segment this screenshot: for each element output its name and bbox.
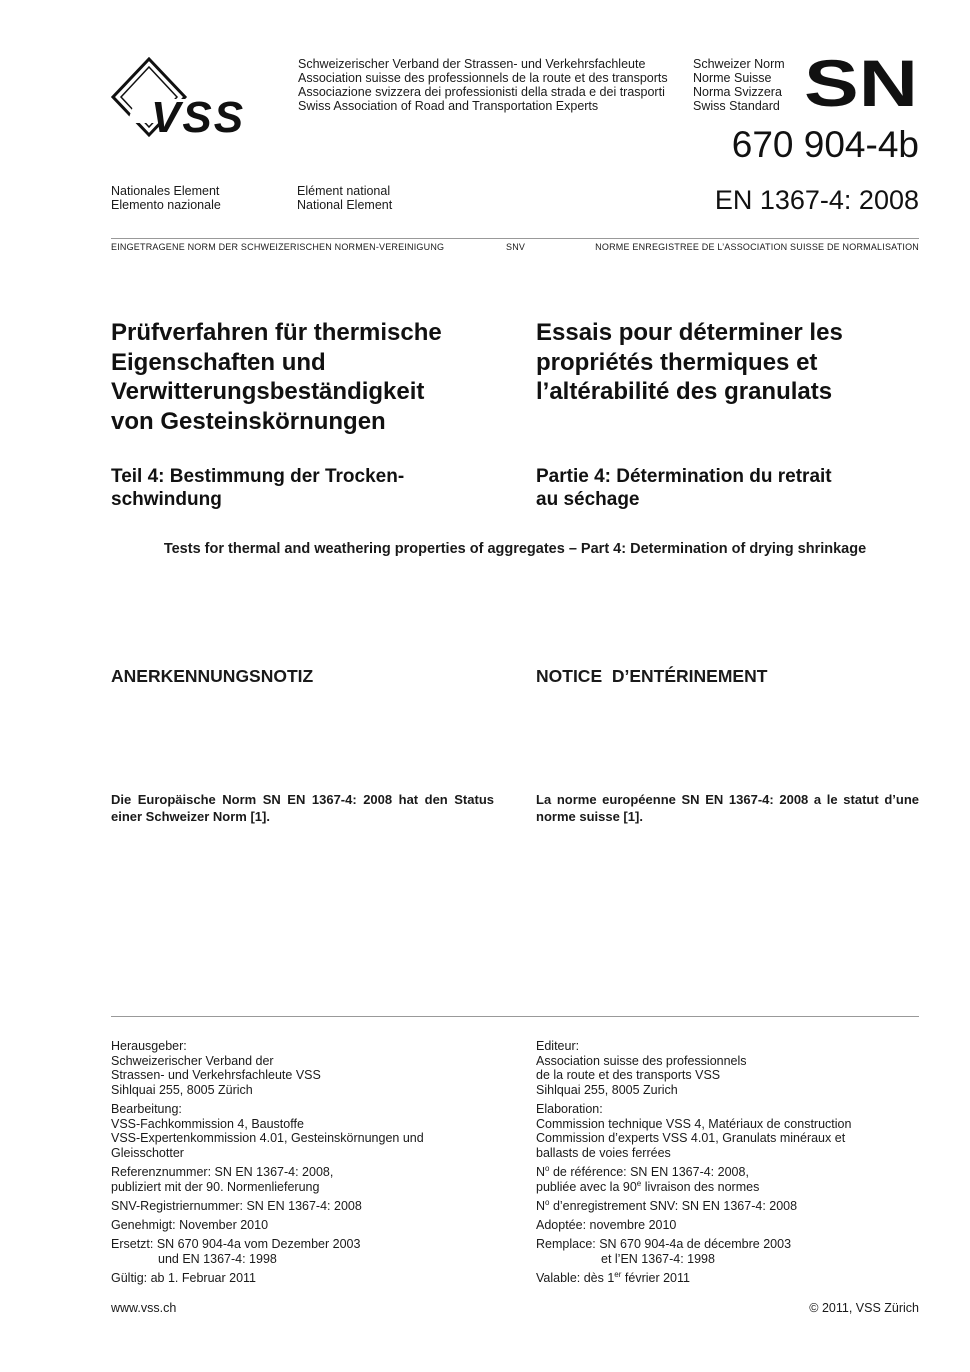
imprint-line: Commission technique VSS 4, Matériaux de construction bbox=[536, 1116, 852, 1131]
national-line: Elément national bbox=[297, 184, 391, 198]
subtitle-line: Partie 4: Détermination du retrait bbox=[536, 466, 832, 487]
association-names bbox=[298, 57, 668, 113]
text: publiée avec la 90 bbox=[536, 1179, 637, 1194]
header-rule bbox=[111, 238, 919, 239]
subtitle-line: Teil 4: Bestimmung der Trocken- bbox=[111, 466, 405, 487]
imprint-line: Editeur: bbox=[536, 1039, 580, 1053]
sn-mark-text: SN bbox=[804, 58, 918, 108]
national-line: Nationales Element bbox=[111, 184, 220, 198]
imprint-line: publiziert mit der 90. Normenlieferung bbox=[111, 1179, 320, 1194]
imprint-line: Commission d’experts VSS 4.01, Granulats minéraux et bbox=[536, 1131, 846, 1146]
editing-block bbox=[536, 1102, 936, 1160]
imprint-line: de la route et des transports VSS bbox=[536, 1068, 721, 1083]
notice-text-fr: La norme européenne SN EN 1367-4: 2008 a le statut d’une norme suisse [1]. bbox=[536, 792, 919, 824]
imprint-line: Remplace: SN 670 904-4a de décembre 2003 bbox=[536, 1237, 792, 1252]
text: Valable: dès 1 bbox=[536, 1270, 615, 1285]
reference-block bbox=[111, 1165, 511, 1194]
reference-block bbox=[536, 1165, 936, 1194]
association-line: Associazione svizzera dei professionisti della strada e dei trasporti bbox=[298, 85, 665, 99]
en-number: EN 1367-4: 2008 bbox=[714, 185, 919, 215]
valid-date: Gültig: ab 1. Februar 2011 bbox=[111, 1270, 256, 1285]
norm-line: Norme Suisse bbox=[693, 71, 772, 85]
notice-heading-de: ANERKENNUNGSNOTIZ bbox=[111, 666, 314, 686]
title-line: propriétés thermiques et bbox=[536, 348, 818, 376]
norm-line: Schweizer Norm bbox=[693, 57, 785, 71]
publisher-block bbox=[536, 1039, 936, 1097]
title-line: Verwitterungsbeständigkeit bbox=[111, 378, 425, 405]
imprint-line: ballasts de voies ferrées bbox=[536, 1145, 671, 1160]
superscript: o bbox=[545, 1197, 550, 1207]
association-line: Association suisse des professionnels de la route et des transports bbox=[298, 71, 668, 85]
registration-snv: SNV bbox=[506, 242, 526, 252]
replaces-block bbox=[111, 1237, 511, 1266]
association-line: Swiss Association of Road and Transportation Experts bbox=[298, 99, 599, 113]
text: février 2011 bbox=[621, 1270, 690, 1285]
approved-date: Adoptée: novembre 2010 bbox=[536, 1217, 677, 1232]
text: N bbox=[536, 1198, 546, 1213]
national-line: National Element bbox=[297, 198, 393, 212]
text: d’enregistrement SNV: SN EN 1367-4: 2008 bbox=[549, 1198, 798, 1213]
imprint-line: Gleisschotter bbox=[111, 1145, 184, 1160]
imprint-line: Sihlquai 255, 8005 Zurich bbox=[536, 1082, 678, 1097]
imprint-line: Bearbeitung: bbox=[111, 1101, 182, 1116]
superscript: o bbox=[545, 1163, 550, 1173]
snv-registration: SNV-Registriernummer: SN EN 1367-4: 2008 bbox=[111, 1198, 362, 1213]
imprint-line: Herausgeber: bbox=[111, 1039, 187, 1053]
imprint-line: Ersetzt: SN 670 904-4a vom Dezember 2003 bbox=[111, 1237, 361, 1252]
imprint-rule bbox=[111, 1016, 919, 1017]
imprint-line: Elaboration: bbox=[536, 1101, 603, 1116]
subtitle-fr bbox=[536, 465, 936, 511]
sn-number: 670 904-4b bbox=[731, 124, 919, 165]
norm-line: Swiss Standard bbox=[693, 99, 780, 113]
superscript: e bbox=[636, 1178, 642, 1188]
imprint-line: Referenznummer: SN EN 1367-4: 2008, bbox=[111, 1164, 334, 1179]
imprint-line: Sihlquai 255, 8005 Zürich bbox=[111, 1082, 253, 1097]
valid-date bbox=[536, 1271, 936, 1286]
imprint-line: VSS-Fachkommission 4, Baustoffe bbox=[111, 1116, 304, 1131]
norm-line: Norma Svizzera bbox=[693, 85, 782, 99]
title-line: Eigenschaften und bbox=[111, 348, 326, 376]
imprint-de bbox=[111, 1039, 511, 1290]
subtitle-de bbox=[111, 465, 511, 511]
website-link[interactable]: www.vss.ch bbox=[111, 1301, 177, 1315]
text: livraison des normes bbox=[641, 1179, 760, 1194]
copyright: © 2011, VSS Zürich bbox=[809, 1301, 919, 1315]
editing-block bbox=[111, 1102, 511, 1160]
vss-logo bbox=[111, 57, 291, 139]
notice-text-de: Die Europäische Norm SN EN 1367-4: 2008 hat den Status einer Schweizer Norm [1]. bbox=[111, 792, 494, 824]
association-line: Schweizerischer Verband der Strassen- und Verkehrsfachleute bbox=[298, 57, 646, 71]
title-de bbox=[111, 318, 521, 436]
title-en: Tests for thermal and weathering properties of aggregates – Part 4: Determination of drying shrinkage bbox=[163, 541, 867, 557]
imprint-line: Schweizerischer Verband der bbox=[111, 1053, 274, 1068]
national-element-de bbox=[111, 184, 221, 212]
imprint-line bbox=[536, 1180, 936, 1195]
national-element-fr bbox=[297, 184, 392, 212]
registration-fr: NORME ENREGISTREE DE L’ASSOCIATION SUISSE DE NORMALISATION bbox=[595, 242, 919, 252]
subtitle-line: au séchage bbox=[536, 489, 640, 510]
notice-heading-fr: NOTICE D’ENTÉRINEMENT bbox=[536, 666, 768, 686]
title-line: Essais pour déterminer les bbox=[536, 319, 843, 346]
imprint-fr bbox=[536, 1039, 936, 1290]
imprint-line: und EN 1367-4: 1998 bbox=[158, 1251, 277, 1266]
title-fr bbox=[536, 318, 936, 407]
norm-languages bbox=[693, 57, 785, 113]
replaces-block bbox=[536, 1237, 936, 1266]
text: N bbox=[536, 1164, 546, 1179]
imprint-line: VSS-Expertenkommission 4.01, Gesteinskörnungen und bbox=[111, 1131, 424, 1146]
imprint-line: Strassen- und Verkehrsfachleute VSS bbox=[111, 1068, 321, 1083]
title-line: von Gesteinskörnungen bbox=[111, 407, 386, 435]
snv-registration bbox=[536, 1199, 936, 1214]
approved-date: Genehmigt: November 2010 bbox=[111, 1217, 269, 1232]
subtitle-line: schwindung bbox=[111, 489, 222, 510]
text: de référence: SN EN 1367-4: 2008, bbox=[549, 1164, 749, 1179]
registration-de: EINGETRAGENE NORM DER SCHWEIZERISCHEN NORMEN-VEREINIGUNG bbox=[111, 242, 445, 252]
imprint-line bbox=[536, 1165, 936, 1180]
imprint-line: Association suisse des professionnels bbox=[536, 1053, 747, 1068]
publisher-block bbox=[111, 1039, 511, 1097]
sn-mark bbox=[803, 58, 919, 108]
vss-logo-text: VSS bbox=[151, 93, 246, 139]
title-line: l’altérabilité des granulats bbox=[536, 378, 833, 405]
imprint-line: et l’EN 1367-4: 1998 bbox=[601, 1251, 715, 1266]
title-line: Prüfverfahren für thermische bbox=[111, 319, 442, 346]
national-line: Elemento nazionale bbox=[111, 198, 221, 212]
superscript: er bbox=[614, 1269, 622, 1279]
